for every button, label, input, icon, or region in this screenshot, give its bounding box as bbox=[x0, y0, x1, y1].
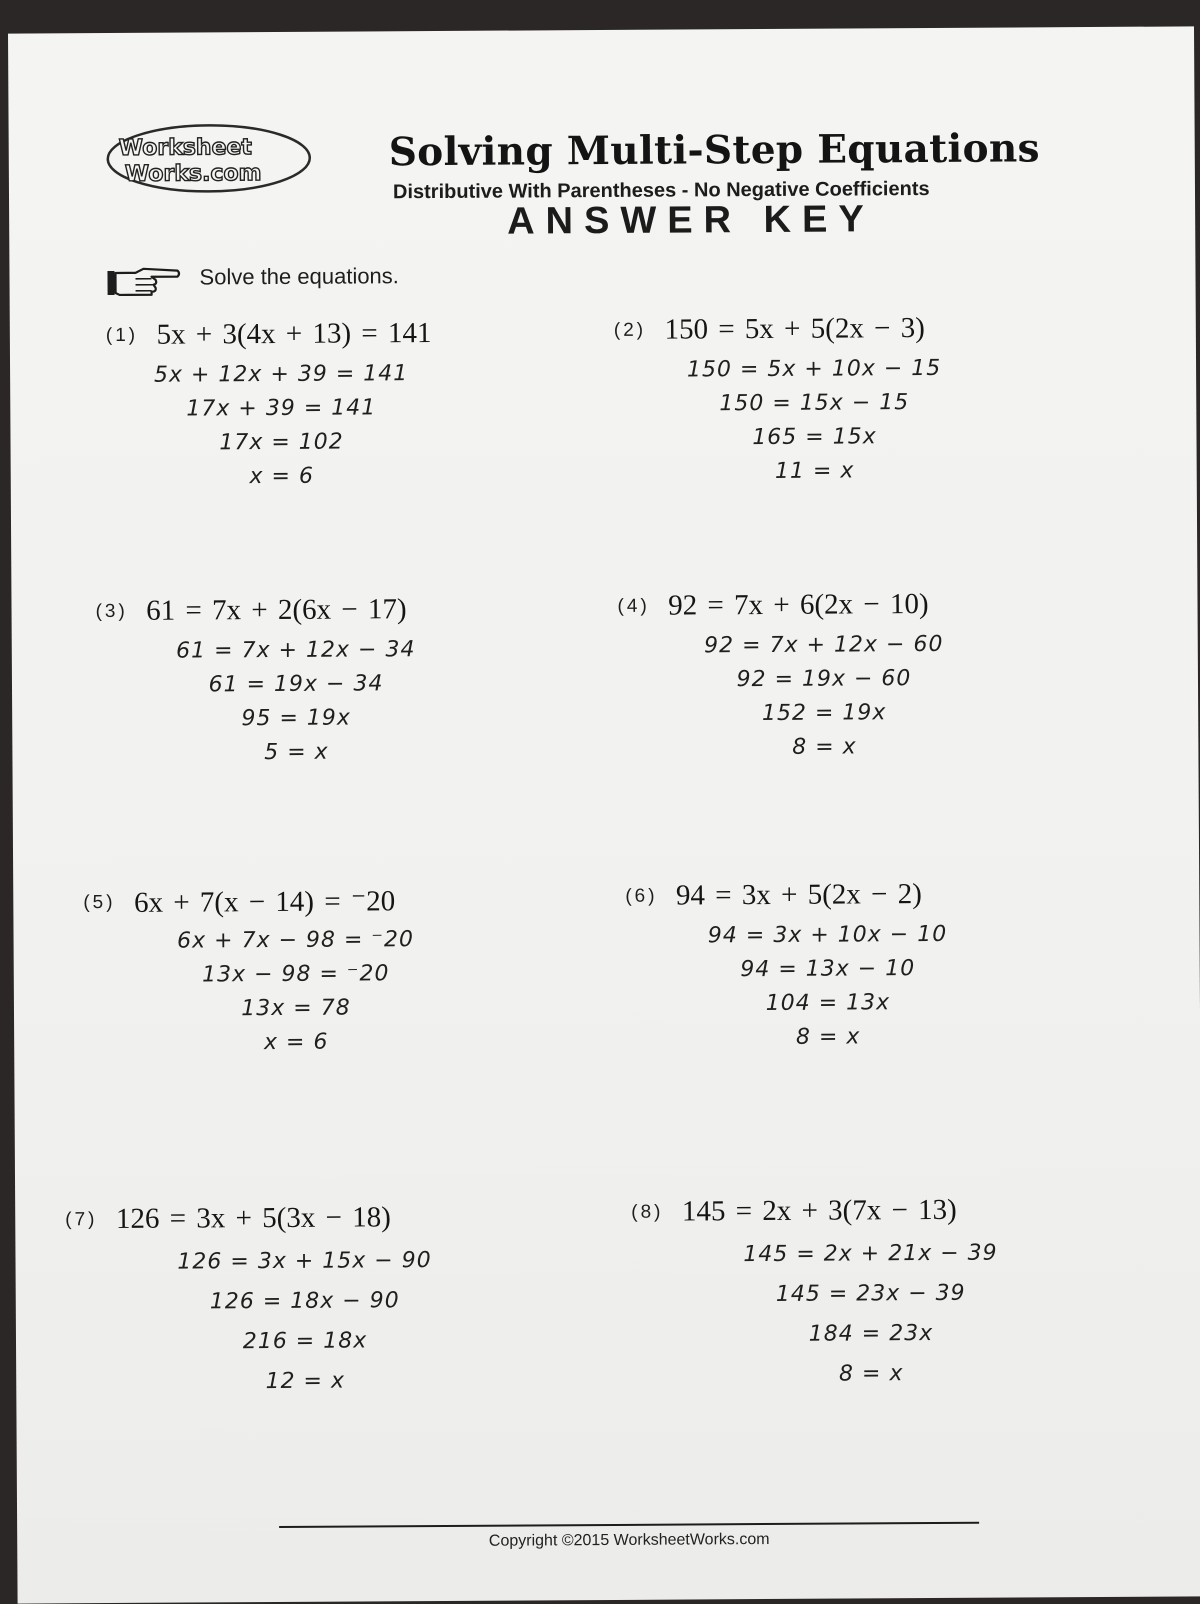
solution-step: 13x − 98 = ⁻20 bbox=[201, 961, 390, 988]
problem-equation: 5x + 3(4x + 13) = 141 bbox=[156, 317, 432, 351]
problem-number: (8) bbox=[631, 1201, 664, 1223]
problem-3 bbox=[95, 592, 616, 771]
solution-step: x = 6 bbox=[263, 1029, 329, 1056]
solution-step: 6x + 7x − 98 = ⁻20 bbox=[177, 927, 415, 954]
solution-step: 94 = 3x + 10x − 10 bbox=[707, 921, 948, 949]
solution-step: 92 = 19x − 60 bbox=[736, 666, 912, 693]
problem-5 bbox=[83, 882, 604, 1061]
instruction-text: Solve the equations. bbox=[199, 263, 399, 290]
solution-step: 145 = 2x + 21x − 39 bbox=[743, 1240, 998, 1268]
solution-step: 152 = 19x bbox=[761, 700, 887, 727]
solution-step: x = 6 bbox=[249, 463, 315, 490]
problem-equation: 61 = 7x + 2(6x − 17) bbox=[146, 593, 407, 627]
problem-equation: 145 = 2x + 3(7x − 13) bbox=[681, 1193, 957, 1228]
problem-equation: 126 = 3x + 5(3x − 18) bbox=[115, 1201, 391, 1235]
problem-8 bbox=[631, 1193, 1152, 1396]
problem-equation: 6x + 7(x − 14) = ⁻20 bbox=[133, 885, 396, 919]
solution-step: 150 = 15x − 15 bbox=[719, 390, 910, 417]
logo-graphic bbox=[105, 120, 315, 195]
solution-step: 150 = 5x + 10x − 15 bbox=[686, 355, 942, 383]
solution-step: 94 = 13x − 10 bbox=[740, 956, 916, 983]
solution-step: 126 = 3x + 15x − 90 bbox=[177, 1248, 432, 1275]
svg-text:Worksheet: Worksheet bbox=[118, 135, 252, 161]
worksheet-page bbox=[8, 26, 1200, 1603]
answer-key-heading: ANSWER KEY bbox=[507, 198, 875, 243]
problem-number: (4) bbox=[617, 595, 650, 617]
problem-equation: 150 = 5x + 5(2x − 3) bbox=[664, 312, 926, 346]
solution-step: 5x + 12x + 39 = 141 bbox=[153, 361, 409, 388]
problem-7 bbox=[65, 1200, 586, 1403]
solution-step: 12 = x bbox=[265, 1368, 346, 1395]
solution-step: 145 = 23x − 39 bbox=[775, 1280, 966, 1307]
footer-divider bbox=[279, 1522, 979, 1528]
solution-step: 8 = x bbox=[838, 1361, 904, 1387]
svg-text:Works.com: Works.com bbox=[124, 161, 262, 187]
problem-number: (6) bbox=[625, 885, 658, 907]
problem-4 bbox=[617, 587, 1138, 766]
problem-1 bbox=[106, 316, 627, 495]
solution-step: 92 = 7x + 12x − 60 bbox=[704, 631, 944, 659]
solution-step: 8 = x bbox=[792, 734, 857, 760]
solution-step: 17x + 39 = 141 bbox=[186, 395, 377, 422]
problem-equation: 94 = 3x + 5(2x − 2) bbox=[675, 878, 922, 912]
solution-step: 17x = 102 bbox=[219, 429, 344, 456]
solution-step: 126 = 18x − 90 bbox=[209, 1288, 400, 1315]
solution-step: 104 = 13x bbox=[765, 990, 891, 1017]
solution-step: 5 = x bbox=[264, 739, 329, 766]
worksheetworks-logo bbox=[105, 120, 315, 195]
solution-step: 184 = 23x bbox=[808, 1320, 934, 1347]
worksheet-subtitle: Distributive With Parentheses - No Negative Coefficients bbox=[392, 177, 930, 204]
solution-step: 61 = 7x + 12x − 34 bbox=[176, 637, 416, 664]
worksheet-title: Solving Multi-Step Equations bbox=[388, 125, 1040, 176]
solution-step: 11 = x bbox=[774, 458, 855, 484]
solution-step: 216 = 18x bbox=[242, 1328, 368, 1355]
problem-6 bbox=[625, 877, 1146, 1056]
solution-step: 13x = 78 bbox=[241, 995, 351, 1022]
solution-step: 165 = 15x bbox=[752, 424, 877, 451]
problem-number: (5) bbox=[83, 891, 116, 913]
problem-2 bbox=[614, 311, 1135, 490]
solution-step: 8 = x bbox=[795, 1024, 861, 1050]
problem-equation: 92 = 7x + 6(2x − 10) bbox=[668, 588, 929, 622]
pointing-hand-icon bbox=[105, 265, 181, 299]
solution-step: 95 = 19x bbox=[241, 705, 351, 732]
problem-number: (7) bbox=[65, 1208, 98, 1230]
problem-number: (1) bbox=[105, 324, 139, 346]
problem-number: (2) bbox=[613, 319, 647, 341]
solution-step: 61 = 19x − 34 bbox=[208, 671, 384, 698]
copyright-text: Copyright ©2015 WorksheetWorks.com bbox=[488, 1530, 770, 1550]
problem-number: (3) bbox=[95, 600, 128, 622]
